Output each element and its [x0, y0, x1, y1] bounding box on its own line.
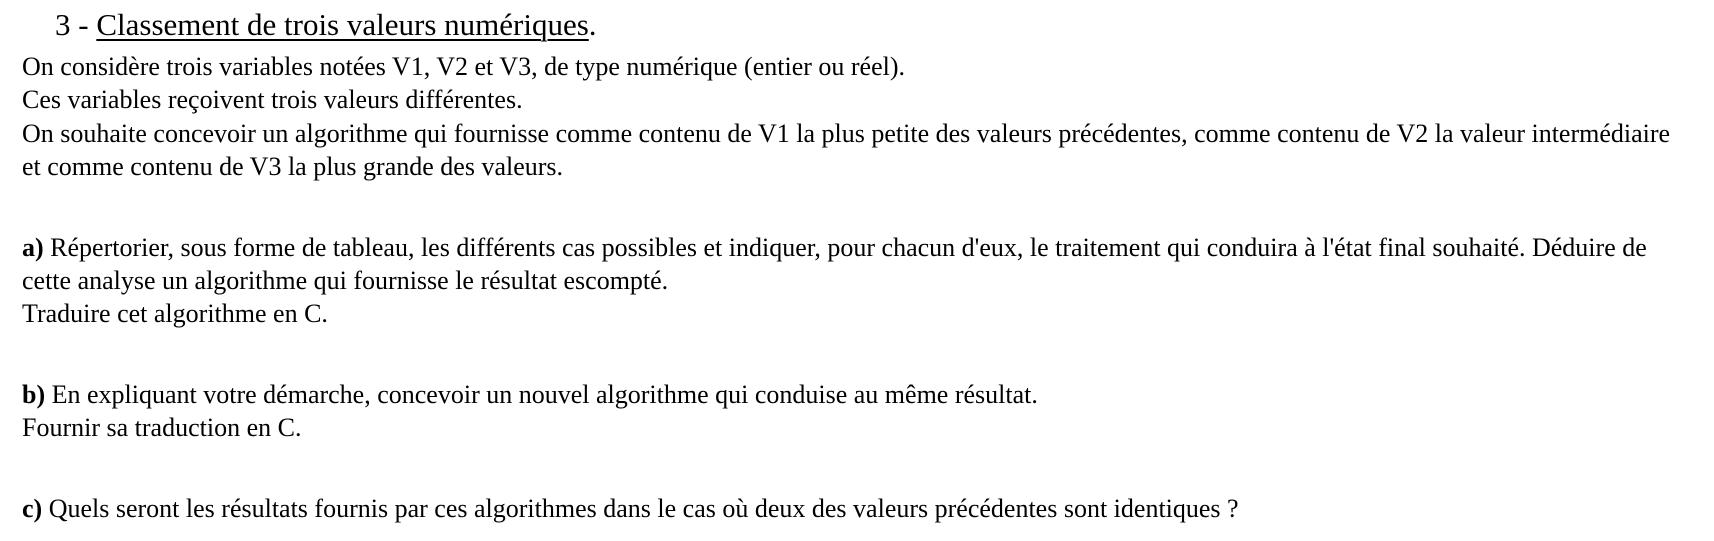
question-c-text — [22, 492, 1686, 525]
question-a — [22, 231, 1686, 331]
question-b-followup: Fournir sa traduction en C. — [22, 413, 302, 443]
title-number: 3 - — [55, 7, 97, 42]
intro-paragraph: On souhaite concevoir un algorithme qui fournisse comme contenu de V1 la plus petite des valeurs précédentes, comme contenu de V2 la valeur intermédiaire et comme contenu de V3 la plus grande des valeurs. — [22, 118, 1671, 182]
title-period: . — [588, 7, 597, 42]
question-a-body: Répertorier, sous forme de tableau, les différents cas possibles et indiquer, pour chacun d'eux, le traitement qui conduira à l'état final souhaité. Déduire de cette analyse un algorithme qui fournisse le résultat escompté. — [22, 232, 1647, 296]
question-a-label: a) — [22, 232, 44, 262]
question-c-label: c) — [22, 493, 43, 523]
question-c — [22, 492, 1686, 525]
question-b-label: b) — [22, 379, 46, 409]
question-b-text — [22, 378, 1686, 411]
question-a-text — [22, 231, 1686, 298]
intro-line-1: On considère trois variables notées V1, V2 et V3, de type numérique (entier ou réel). — [22, 52, 906, 81]
intro-line-2: Ces variables reçoivent trois valeurs différentes. — [22, 85, 523, 115]
question-c-body: Quels seront les résultats fournis par ces algorithmes dans le cas où deux des valeurs précédentes sont identiques ? — [42, 493, 1239, 523]
question-a-followup: Traduire cet algorithme en C. — [22, 299, 328, 329]
page-title — [55, 6, 1686, 44]
question-b — [22, 378, 1686, 445]
question-b-body: En expliquant votre démarche, concevoir un nouvel algorithme qui conduise au même résultat. — [45, 379, 1038, 409]
title-underlined-text: Classement de trois valeurs numériques — [96, 7, 589, 42]
